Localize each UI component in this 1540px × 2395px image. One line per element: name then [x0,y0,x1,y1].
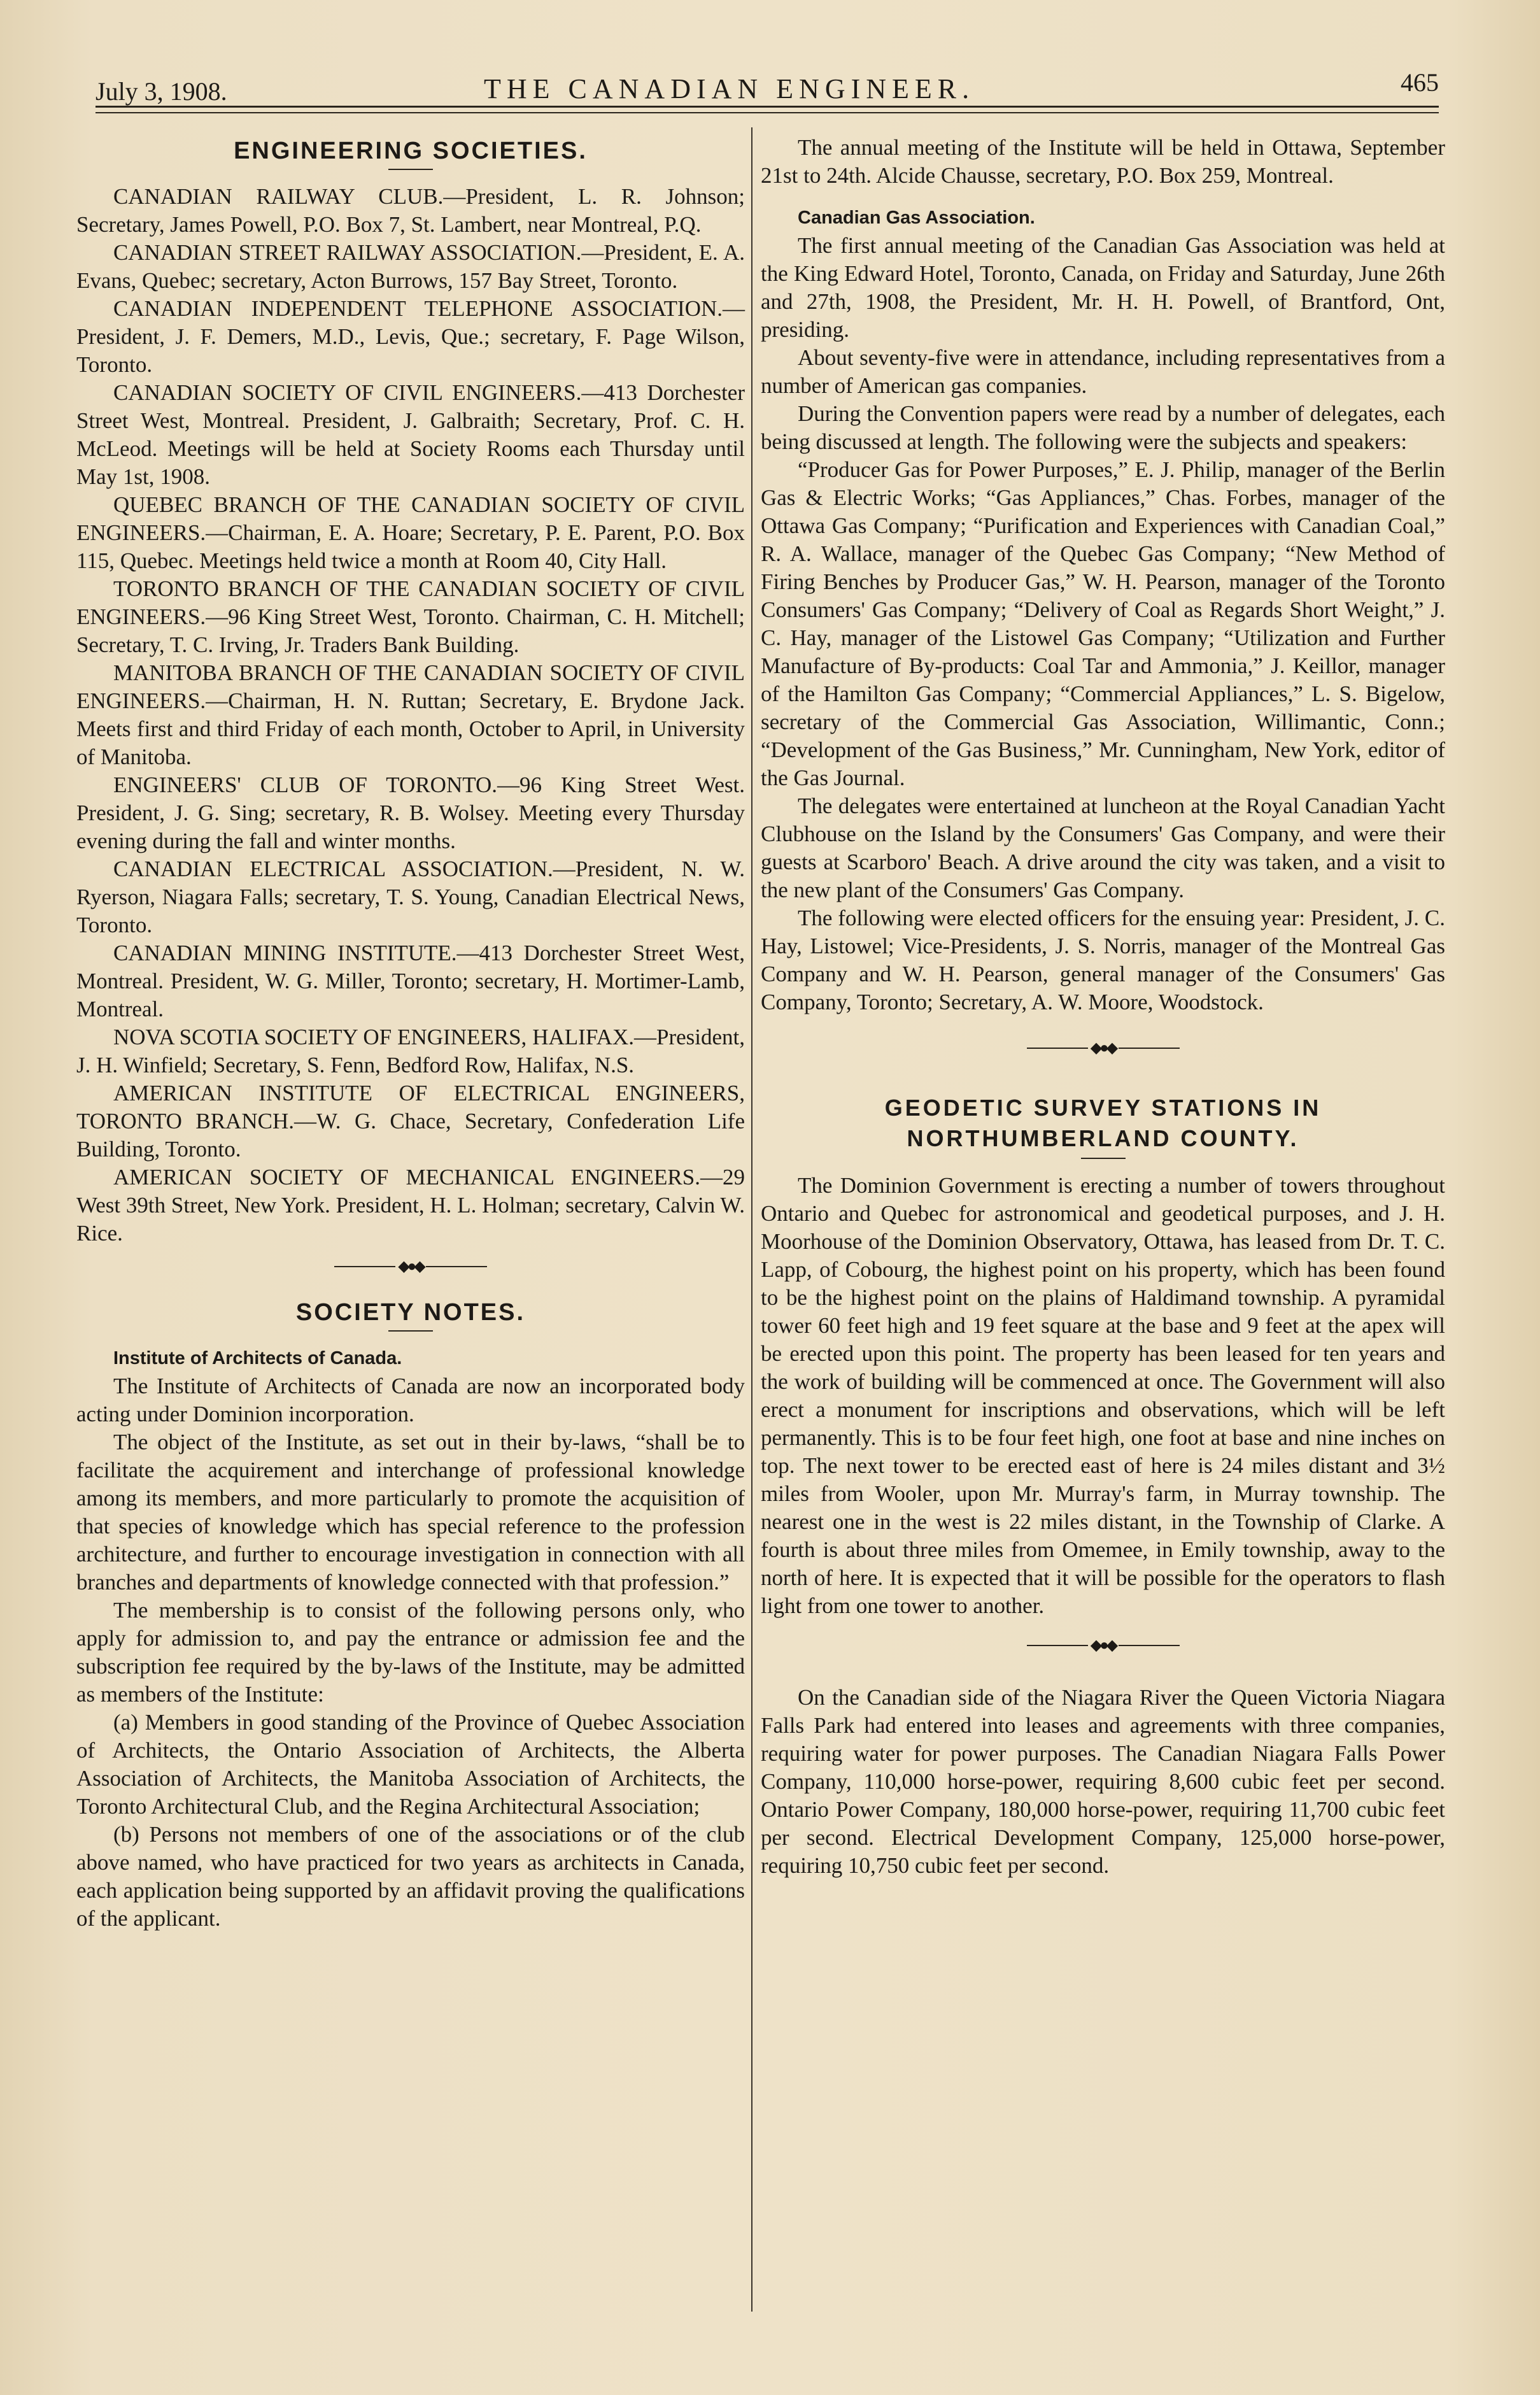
gas-association-heading: Canadian Gas Association. [798,208,1035,228]
society-entry: NOVA SCOTIA SOCIETY OF ENGINEERS, HALIFAX.—President, J. H. Winfield; Secretary, S. Fenn, Bedford Row, Halifax, N.S. [76,1025,745,1077]
ornament-icon: ◆●◆ [1088,1639,1119,1652]
institute-heading: Institute of Architects of Canada. [113,1348,402,1368]
section-separator [334,1260,487,1273]
geodetic-paragraph: The Dominion Government is erecting a number of towers throughout Ontario and Quebec for astronomical and geodetical purposes, and J. H. Moorhouse of the Dominion Observatory, Ottawa, has leased from Dr. T. C. Lapp, of Cobourg, the highest point on his property, which has been found to be the highest point on the plains of Haldimand township. A pyramidal tower 60 feet high and 19 feet square at the base and 9 feet at the apex will be erected upon this point. The property has been leased for ten years and the work of building will be commenced at once. The Government will also erect a monument for inscriptions and observations, which will be left permanently. This is to be four feet high, one foot at base and nine inches on top. The next tower to be erected east of here is 24 miles distant and 3½ miles from Wooler, upon Mr. Murray's farm, in Murray township. The nearest one in the west is 22 miles distant, in the Township of Clarke. A fourth is about three miles from Omemee, in Emily township, away to the north of here. It is expected that it will be possible for the operators to flash light from one tower to another. [761,1173,1445,1618]
left-column [76,137,745,1933]
society-entry: CANADIAN INDEPENDENT TELEPHONE ASSOCIATION.—President, J. F. Demers, M.D., Levis, Que.; secretary, F. Page Wilson, Toronto. [76,296,745,377]
gas-paragraph: During the Convention papers were read by a number of delegates, each being discussed at length. The following were the subjects and speakers: [761,401,1445,454]
institute-paragraph: The Institute of Architects of Canada are now an incorporated body acting under Dominion incorporation. [76,1374,745,1426]
section-separator [1027,1639,1180,1652]
title-rule [388,1330,433,1332]
gas-paragraph: The following were elected officers for the ensuing year: President, J. C. Hay, Listowel; Vice-Presidents, J. S. Norris, manager of the Montreal Gas Company and W. H. Pearson, general manager of the Consumers' Gas Company, Toronto; Secretary, A. W. Moore, Woodstock. [761,906,1445,1014]
society-entry: CANADIAN STREET RAILWAY ASSOCIATION.—President, E. A. Evans, Quebec; secretary, Acton Burrows, 157 Bay Street, Toronto. [76,240,745,293]
column-divider [751,127,752,2312]
society-entry: QUEBEC BRANCH OF THE CANADIAN SOCIETY OF CIVIL ENGINEERS.—Chairman, E. A. Hoare; Secretary, P. E. Parent, P.O. Box 115, Quebec. Meetings held twice a month at Room 40, City Hall. [76,492,745,573]
society-entry: CANADIAN SOCIETY OF CIVIL ENGINEERS.—413 Dorchester Street West, Montreal. President, J. Galbraith; Secretary, Prof. C. H. McLeod. Meetings will be held at Society Rooms each Thursday until May 1st, 1908. [76,380,745,489]
header-rule-top [95,106,1439,108]
society-entry: AMERICAN INSTITUTE OF ELECTRICAL ENGINEERS, TORONTO BRANCH.—W. G. Chace, Secretary, Confederation Life Building, Toronto. [76,1081,745,1162]
institute-paragraph: (b) Persons not members of one of the associations or of the club above named, who have practiced for two years as architects in Canada, each application being supported by an affidavit proving the qualifications of the applicant. [76,1822,745,1931]
society-entry: CANADIAN ELECTRICAL ASSOCIATION.—President, N. W. Ryerson, Niagara Falls; secretary, T. S. Young, Canadian Electrical News, Toronto. [76,856,745,937]
society-entry: CANADIAN RAILWAY CLUB.—President, L. R. Johnson; Secretary, James Powell, P.O. Box 7, St. Lambert, near Montreal, P.Q. [76,184,745,237]
journal-title: THE CANADIAN ENGINEER. [484,73,975,104]
gas-paragraph: About seventy-five were in attendance, including representatives from a number of American gas companies. [761,345,1445,398]
header-rule-bottom [95,112,1439,113]
institute-paragraph: The membership is to consist of the following persons only, who apply for admission to, and pay the entrance or admission fee and the subscription fee required by the by-laws of the Institute, may be admitted as members of the Institute: [76,1598,745,1707]
geodetic-title: GEODETIC SURVEY STATIONS IN NORTHUMBERLAND COUNTY. [884,1095,1322,1151]
institute-paragraph: (a) Members in good standing of the Province of Quebec Association of Architects, the Ontario Association of Architects, the Alberta Association of Architects, the Manitoba Association of Architects, the Toronto Architectural Club, and the Regina Architectural Association; [76,1710,745,1819]
society-entry: MANITOBA BRANCH OF THE CANADIAN SOCIETY OF CIVIL ENGINEERS.—Chairman, H. N. Ruttan; Secretary, E. Brydone Jack. Meets first and third Friday of each month, October to April, in University of Manitoba. [76,660,745,769]
society-notes-title: SOCIETY NOTES. [295,1299,526,1326]
gas-paragraph: The delegates were entertained at luncheon at the Royal Canadian Yacht Clubhouse on the Island by the Consumers' Gas Company, and were their guests at Scarboro' Beach. A drive around the city was taken, and a visit to the new plant of the Consumers' Gas Company. [761,793,1445,902]
engineering-societies-title: ENGINEERING SOCIETIES. [234,138,588,164]
society-entry: ENGINEERS' CLUB OF TORONTO.—96 King Street West. President, J. G. Sing; secretary, R. B. Wolsey. Meeting every Thursday evening during the fall and winter months. [76,772,745,853]
society-entry: AMERICAN SOCIETY OF MECHANICAL ENGINEERS.—29 West 39th Street, New York. President, H. L. Holman; secretary, Calvin W. Rice. [76,1165,745,1246]
institute-meeting-paragraph: The annual meeting of the Institute will be held in Ottawa, September 21st to 24th. Alcide Chausse, secretary, P.O. Box 259, Montreal. [761,135,1445,188]
niagara-paragraph: On the Canadian side of the Niagara River the Queen Victoria Niagara Falls Park had entered into leases and agreements with three companies, requiring water for power purposes. The Canadian Niagara Falls Power Company, 110,000 horse-power, requiring 8,600 cubic feet per second. Ontario Power Company, 180,000 horse-power, requiring 11,700 cubic feet per second. Electrical Development Company, 125,000 horse-power, requiring 10,750 cubic feet per second. [761,1685,1445,1878]
title-rule [1081,1158,1126,1159]
running-header [95,64,1439,106]
society-entry: CANADIAN MINING INSTITUTE.—413 Dorchester Street West, Montreal. President, W. G. Miller, Toronto; secretary, H. Mortimer-Lamb, Montreal. [76,941,745,1021]
society-entry: TORONTO BRANCH OF THE CANADIAN SOCIETY OF CIVIL ENGINEERS.—96 King Street West, Toronto. Chairman, C. H. Mitchell; Secretary, T. C. Irving, Jr. Traders Bank Building. [76,576,745,657]
page-number: 465 [1401,68,1439,97]
issue-date: July 3, 1908. [95,77,227,106]
ornament-icon: ◆●◆ [395,1260,426,1273]
institute-paragraph: The object of the Institute, as set out in their by-laws, “shall be to facilitate the acquirement and interchange of professional knowledge among its members, and more particularly to promote the acquisition of that species of knowledge which has special reference to the profession architecture, and further to encourage investigation in connection with all branches and departments of knowledge connected with that profession.” [76,1430,745,1595]
right-column [761,134,1445,1880]
section-separator [1027,1042,1180,1055]
gas-paragraph: “Producer Gas for Power Purposes,” E. J. Philip, manager of the Berlin Gas & Electric Works; “Gas Appliances,” Chas. Forbes, manager of the Ottawa Gas Company; “Purification and Experiences with Canadian Coal,” R. A. Wallace, manager of the Quebec Gas Company; “New Method of Firing Benches by Producer Gas,” W. H. Pearson, manager of the Toronto Consumers' Gas Company; “Delivery of Coal as Regards Short Weight,” J. C. Hay, manager of the Listowel Gas Company; “Utilization and Further Manufacture of By-products: Coal Tar and Ammonia,” J. Keillor, manager of the Hamilton Gas Company; “Commercial Appliances,” L. S. Bigelow, secretary of the Commercial Gas Association, Willimantic, Conn.; “Development of the Gas Business,” Mr. Cunningham, New York, editor of the Gas Journal. [761,457,1445,790]
gas-paragraph: The first annual meeting of the Canadian Gas Association was held at the King Edward Hotel, Toronto, Canada, on Friday and Saturday, June 26th and 27th, 1908, the President, Mr. H. H. Powell, of Brantford, Ont, presiding. [761,233,1445,342]
title-rule [388,169,433,170]
ornament-icon: ◆●◆ [1088,1042,1119,1055]
